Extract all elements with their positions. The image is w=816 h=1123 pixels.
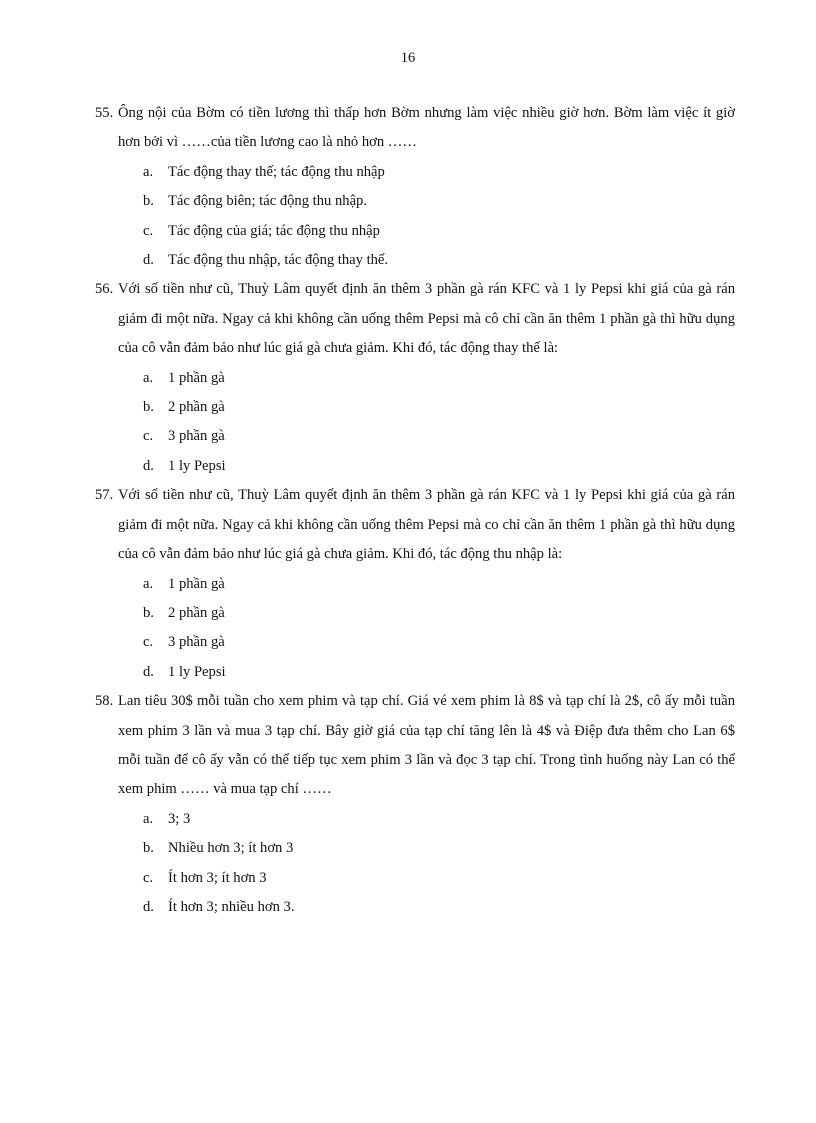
option-d: [95, 452, 735, 481]
option-text: Tác động thu nhập, tác động thay thế.: [168, 252, 389, 269]
question-57: [95, 481, 735, 687]
question-55: [95, 99, 735, 275]
option-a: [95, 364, 735, 393]
option-list: [95, 805, 735, 923]
option-letter: a.: [143, 575, 154, 592]
option-d: [95, 893, 735, 922]
option-c: [95, 217, 735, 246]
option-letter: d.: [143, 457, 154, 474]
page-number: 16: [400, 50, 416, 66]
question-list: [95, 99, 735, 922]
question-stem: [95, 275, 735, 363]
option-letter: c.: [143, 428, 154, 445]
option-letter: c.: [143, 634, 154, 651]
question-number: 58.: [95, 693, 114, 710]
option-text: 3 phần gà: [168, 428, 225, 445]
question-58: [95, 687, 735, 922]
option-text: 1 phần gà: [168, 575, 225, 592]
option-text: 2 phần gà: [168, 399, 225, 416]
option-c: [95, 628, 735, 657]
option-letter: d.: [143, 663, 154, 680]
option-text: 3 phần gà: [168, 634, 225, 651]
question-56: [95, 275, 735, 481]
question-stem: [95, 687, 735, 805]
option-text: 2 phần gà: [168, 604, 225, 621]
option-text: 1 ly Pepsi: [168, 663, 226, 680]
option-list: [95, 570, 735, 688]
option-text: Tác động biên; tác động thu nhập.: [168, 193, 367, 210]
option-a: [95, 570, 735, 599]
option-list: [95, 364, 735, 482]
option-text: Tác động của giá; tác động thu nhập: [168, 222, 380, 239]
question-text: Ông nội của Bờm có tiền lương thì thấp hơn Bờm nhưng làm việc nhiều giờ hơn. Bờm làm việc ít giờ hơn bởi vì ……của tiền lương cao là nhỏ hơn ……: [118, 105, 735, 151]
option-b: [95, 187, 735, 216]
option-b: [95, 393, 735, 422]
option-letter: a.: [143, 369, 154, 386]
option-letter: a.: [143, 163, 154, 180]
question-text: Với số tiền như cũ, Thuỳ Lâm quyết định ăn thêm 3 phần gà rán KFC và 1 ly Pepsi khi giá của gà rán giảm đi một nữa. Ngay cả khi không cần uống thêm Pepsi mà co chỉ cần ăn thêm 1 phần gà thì hữu dụng của cô vẫn đảm bảo như lúc giá gà chưa giảm. Khi đó, tác động thu nhập là:: [118, 487, 735, 563]
option-c: [95, 422, 735, 451]
option-text: Tác động thay thế; tác động thu nhập: [168, 163, 385, 180]
question-text: Lan tiêu 30$ mỗi tuần cho xem phim và tạp chí. Giá vé xem phim là 8$ và tạp chí là 2$, cô ấy mỗi tuần xem phim 3 lần và mua 3 tạp chí. Bây giờ giá của tạp chí tăng lên là 4$ và Điệp đưa thêm cho Lan 6$ mỗi tuần để cô ấy vẫn có thể tiếp tục xem phim 3 lần và đọc 3 tạp chí. Trong tình huống này Lan có thể xem phim …… và mua tạp chí ……: [118, 693, 735, 798]
option-letter: d.: [143, 898, 154, 915]
question-number: 56.: [95, 281, 114, 298]
question-stem: [95, 481, 735, 569]
question-number: 57.: [95, 487, 114, 504]
option-letter: b.: [143, 193, 154, 210]
option-d: [95, 246, 735, 275]
option-list: [95, 158, 735, 276]
question-number: 55.: [95, 105, 114, 121]
option-b: [95, 834, 735, 863]
option-text: Nhiều hơn 3; ít hơn 3: [168, 840, 294, 857]
option-letter: b.: [143, 604, 154, 621]
question-stem: [95, 99, 735, 158]
option-letter: a.: [143, 810, 154, 827]
option-text: Ít hơn 3; ít hơn 3: [168, 869, 267, 886]
option-text: Ít hơn 3; nhiều hơn 3.: [168, 898, 295, 915]
option-text: 3; 3: [168, 810, 191, 827]
option-letter: b.: [143, 840, 154, 857]
option-letter: c.: [143, 222, 154, 239]
option-d: [95, 658, 735, 687]
option-letter: c.: [143, 869, 154, 886]
option-a: [95, 158, 735, 187]
option-b: [95, 599, 735, 628]
option-letter: b.: [143, 399, 154, 416]
question-text: Với số tiền như cũ, Thuỳ Lâm quyết định ăn thêm 3 phần gà rán KFC và 1 ly Pepsi khi giá của gà rán giảm đi một nữa. Ngay cả khi không cần uống thêm Pepsi mà cô chỉ cần ăn thêm 1 phần gà thì hữu dụng của cô vẫn đảm bảo như lúc giá gà chưa giảm. Khi đó, tác động thay thế là:: [118, 281, 735, 357]
option-c: [95, 864, 735, 893]
option-a: [95, 805, 735, 834]
option-letter: d.: [143, 252, 154, 269]
option-text: 1 ly Pepsi: [168, 457, 226, 474]
option-text: 1 phần gà: [168, 369, 225, 386]
